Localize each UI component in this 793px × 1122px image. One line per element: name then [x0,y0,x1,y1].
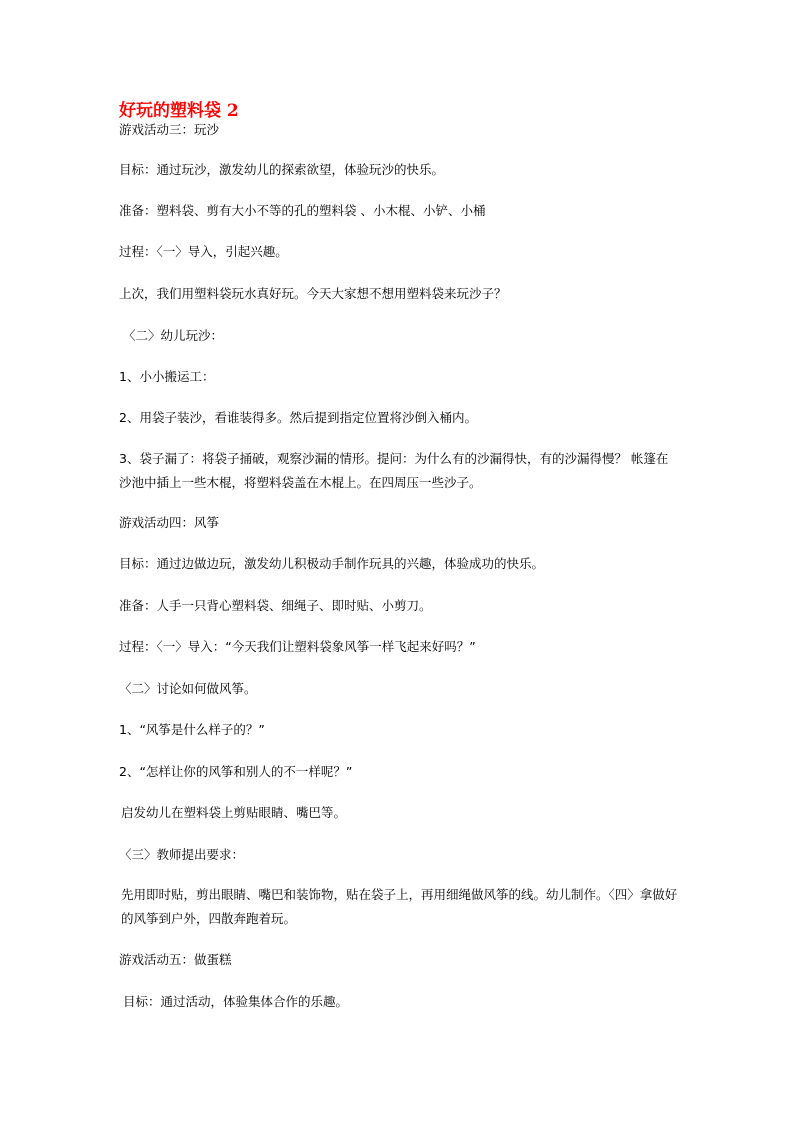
document-title: 好玩的塑料袋 2 [119,101,239,121]
paragraph: 2、用袋子装沙，看谁装得多。然后提到指定位置将沙倒入桶内。 [119,410,477,425]
paragraph: 准备：塑料袋、剪有大小不等的孔的塑料袋 、小木棍、小铲、小桶 [119,203,486,218]
paragraph: 〈三〉教师提出要求： [119,847,245,862]
paragraph: 启发幼儿在塑料袋上剪贴眼睛、嘴巴等。 [121,805,347,820]
paragraph: 过程：〈一〉导入，引起兴趣。 [119,244,288,259]
paragraph: 游戏活动五：做蛋糕 [119,952,232,967]
paragraph: 〈二〉幼儿玩沙： [123,328,224,343]
paragraph: 游戏活动四：风筝 [119,515,220,530]
paragraph: 3、袋子漏了：将袋子捅破，观察沙漏的情形。提问：为什么有的沙漏得快，有的沙漏得慢？ 帐篷在沙池中插上一些木棍，将塑料袋盖在木棍上。在四周压一些沙子。 [119,451,669,490]
paragraph: 〈二〉讨论如何做风筝。 [119,681,257,696]
paragraph: 游戏活动三：玩沙 [119,122,220,137]
paragraph: 目标：通过边做边玩，激发幼儿积极动手制作玩具的兴趣，体验成功的快乐。 [119,556,545,571]
paragraph: 1、小小搬运工： [119,369,215,384]
paragraph: 过程：〈一〉导入：“今天我们让塑料袋象风筝一样飞起来好吗？” [119,639,476,654]
paragraph: 准备：人手一只背心塑料袋、细绳子、即时贴、小剪刀。 [119,598,432,613]
paragraph: 2、“怎样让你的风筝和别人的不一样呢？” [119,764,353,779]
paragraph: 上次，我们用塑料袋玩水真好玩。今天大家想不想用塑料袋来玩沙子？ [119,286,507,301]
paragraph: 目标：通过玩沙，激发幼儿的探索欲望，体验玩沙的快乐。 [119,162,445,177]
paragraph: 1、“风筝是什么样子的？” [119,722,265,737]
paragraph: 先用即时贴，剪出眼睛、嘴巴和装饰物，贴在袋子上，再用细绳做风筝的线。幼儿制作。〈四〉拿做好的风筝到户外，四散奔跑着玩。 [121,887,678,926]
paragraph: 目标：通过活动，体验集体合作的乐趣。 [123,994,349,1009]
